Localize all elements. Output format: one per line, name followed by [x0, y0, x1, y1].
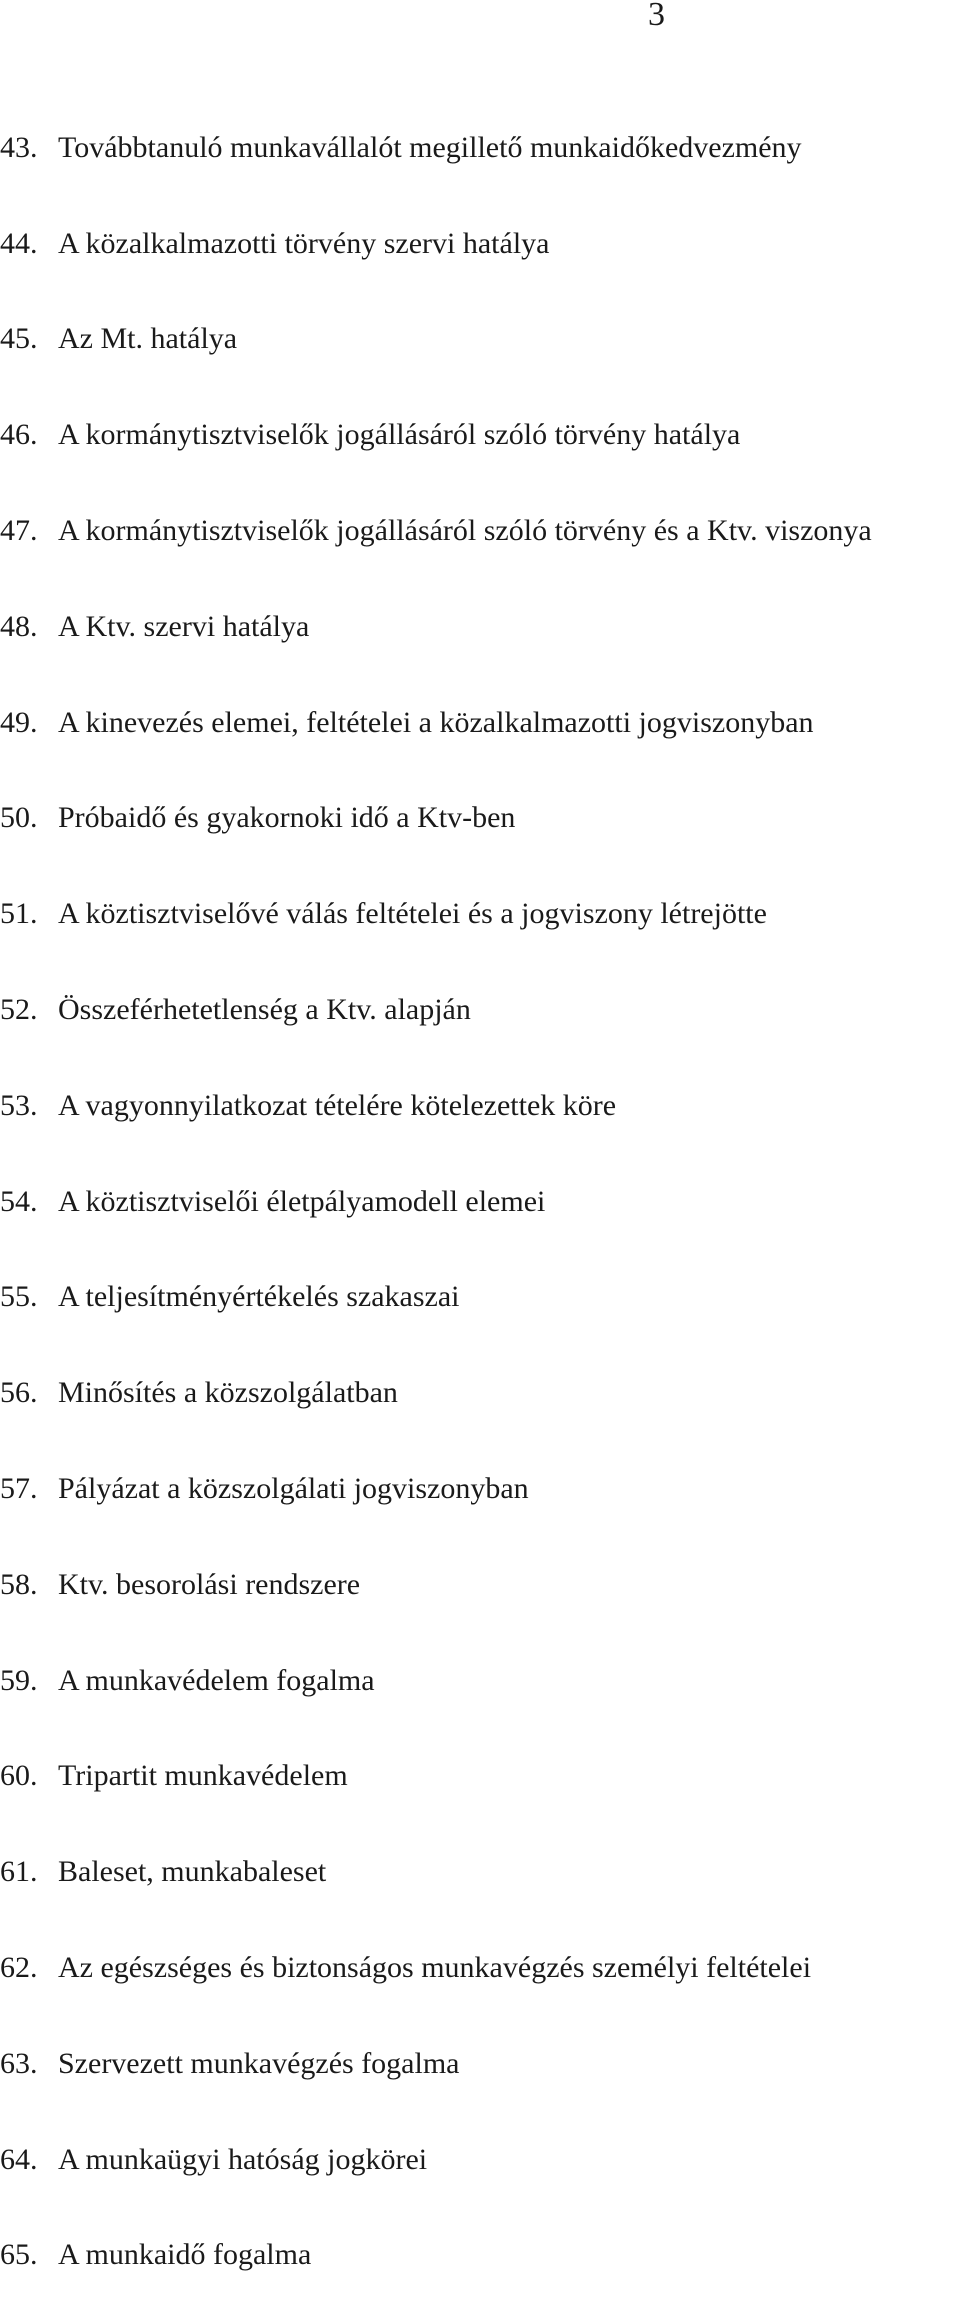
- item-number: 46.: [0, 418, 38, 452]
- item-text: Próbaidő és gyakornoki idő a Ktv-ben: [58, 801, 516, 835]
- item-number: 57.: [0, 1472, 38, 1506]
- item-number: 63.: [0, 2046, 38, 2080]
- item-number: 48.: [0, 609, 38, 643]
- item-number: 54.: [0, 1184, 38, 1218]
- item-text: A munkavédelem fogalma: [58, 1663, 375, 1697]
- item-number: 59.: [0, 1663, 38, 1697]
- item-number: 56.: [0, 1376, 38, 1410]
- item-text: Szervezett munkavégzés fogalma: [58, 2046, 460, 2080]
- item-number: 43.: [0, 130, 38, 164]
- item-text: A Ktv. szervi hatálya: [58, 609, 310, 643]
- item-text: Továbbtanuló munkavállalót megillető munkaidőkedvezmény: [58, 130, 802, 164]
- item-text: A munkaidő fogalma: [58, 2238, 312, 2272]
- list-item: [0, 2112, 960, 2208]
- list-item: [0, 1345, 960, 1441]
- item-text: Az egészséges és biztonságos munkavégzés személyi feltételei: [58, 1951, 812, 1985]
- item-number: 58.: [0, 1567, 38, 1601]
- item-number: 51.: [0, 897, 38, 931]
- item-number: 60.: [0, 1759, 38, 1793]
- item-text: Összeférhetetlenség a Ktv. alapján: [58, 993, 471, 1027]
- item-number: 45.: [0, 322, 38, 356]
- item-number: 44.: [0, 226, 38, 260]
- list-item: [0, 2016, 960, 2112]
- item-number: 50.: [0, 801, 38, 835]
- list-item: [0, 866, 960, 962]
- list-item: [0, 387, 960, 483]
- item-text: A vagyonnyilatkozat tételére kötelezettek köre: [58, 1088, 617, 1122]
- item-text: A kormánytisztviselők jogállásáról szóló törvény hatálya: [58, 418, 741, 452]
- list-item: [0, 196, 960, 292]
- list-item: [0, 1154, 960, 1250]
- item-number: 52.: [0, 993, 38, 1027]
- list-item: [0, 483, 960, 579]
- list-item: [0, 2208, 960, 2303]
- item-text: Tripartit munkavédelem: [58, 1759, 348, 1793]
- page-number: 3: [648, 0, 665, 33]
- topic-list: [0, 100, 960, 2303]
- list-item: [0, 1250, 960, 1346]
- list-item: [0, 1920, 960, 2016]
- item-text: A köztisztviselői életpályamodell elemei: [58, 1184, 546, 1218]
- item-number: 64.: [0, 2142, 38, 2176]
- item-text: A teljesítményértékelés szakaszai: [58, 1280, 460, 1314]
- list-item: [0, 1058, 960, 1154]
- list-item: [0, 292, 960, 388]
- list-item: [0, 1441, 960, 1537]
- list-item: [0, 1729, 960, 1825]
- list-item: [0, 962, 960, 1058]
- item-number: 49.: [0, 705, 38, 739]
- list-item: [0, 100, 960, 196]
- item-text: A kormánytisztviselők jogállásáról szóló törvény és a Ktv. viszonya: [58, 514, 872, 548]
- item-number: 61.: [0, 1855, 38, 1889]
- item-text: A kinevezés elemei, feltételei a közalkalmazotti jogviszonyban: [58, 705, 814, 739]
- item-number: 65.: [0, 2238, 38, 2272]
- list-item: [0, 771, 960, 867]
- item-text: Baleset, munkabaleset: [58, 1855, 327, 1889]
- item-text: Minősítés a közszolgálatban: [58, 1376, 398, 1410]
- list-item: [0, 1537, 960, 1633]
- item-text: Ktv. besorolási rendszere: [58, 1567, 361, 1601]
- list-item: [0, 675, 960, 771]
- list-item: [0, 579, 960, 675]
- item-number: 53.: [0, 1088, 38, 1122]
- list-item: [0, 1824, 960, 1920]
- list-item: [0, 1633, 960, 1729]
- item-number: 55.: [0, 1280, 38, 1314]
- item-text: A közalkalmazotti törvény szervi hatálya: [58, 226, 550, 260]
- item-number: 62.: [0, 1951, 38, 1985]
- item-text: Pályázat a közszolgálati jogviszonyban: [58, 1472, 529, 1506]
- item-text: A munkaügyi hatóság jogkörei: [58, 2142, 428, 2176]
- item-text: A köztisztviselővé válás feltételei és a jogviszony létrejötte: [58, 897, 767, 931]
- item-text: Az Mt. hatálya: [58, 322, 238, 356]
- item-number: 47.: [0, 514, 38, 548]
